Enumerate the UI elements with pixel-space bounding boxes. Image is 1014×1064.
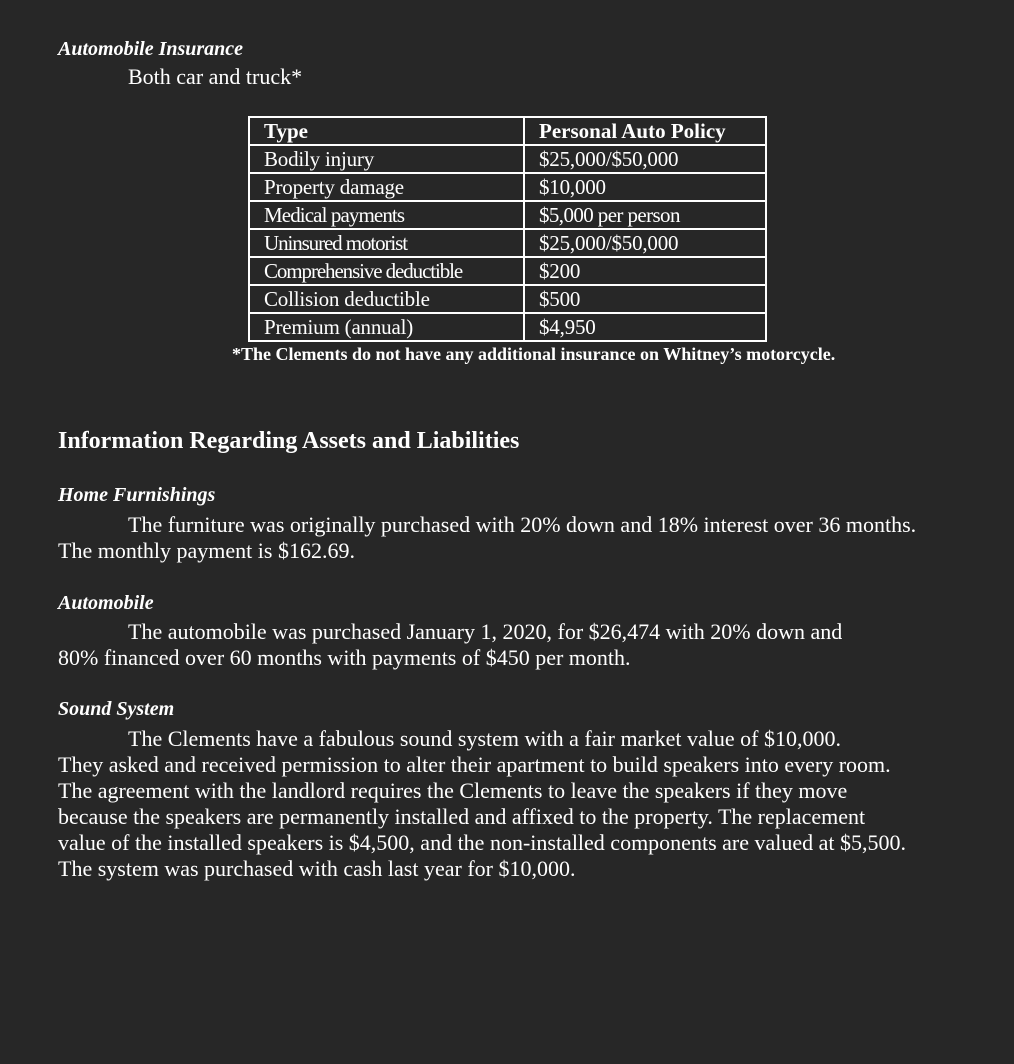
assets-heading: Information Regarding Assets and Liabilities xyxy=(58,428,520,454)
table-row xyxy=(249,229,766,257)
row-type: Uninsured motorist xyxy=(249,229,524,257)
row-type: Collision deductible xyxy=(249,285,524,313)
header-type: Type xyxy=(249,117,524,145)
insurance-footnote: *The Clements do not have any additional insurance on Whitney’s motorcycle. xyxy=(232,344,836,364)
automobile-title: Automobile xyxy=(58,592,154,614)
paragraph-line: value of the installed speakers is $4,500, and the non-installed components are valued at $5,500. xyxy=(58,830,906,855)
table-header-row xyxy=(249,117,766,145)
row-type: Comprehensive deductible xyxy=(249,257,524,285)
paragraph-line: The system was purchased with cash last year for $10,000. xyxy=(58,856,576,881)
row-value: $4,950 xyxy=(524,313,766,341)
row-type: Premium (annual) xyxy=(249,313,524,341)
table-row xyxy=(249,285,766,313)
auto-insurance-title: Automobile Insurance xyxy=(58,38,244,60)
row-value: $25,000/$50,000 xyxy=(524,229,766,257)
paragraph-line: The Clements have a fabulous sound system with a fair market value of $10,000. xyxy=(128,726,841,751)
row-value: $10,000 xyxy=(524,173,766,201)
paragraph-line: because the speakers are permanently installed and affixed to the property. The replacement xyxy=(58,804,866,829)
table-row xyxy=(249,145,766,173)
paragraph-line: The automobile was purchased January 1, 2020, for $26,474 with 20% down and xyxy=(128,619,843,644)
insurance-table xyxy=(248,116,767,342)
paragraph-line: The monthly payment is $162.69. xyxy=(58,538,355,563)
paragraph-line: 80% financed over 60 months with payments of $450 per month. xyxy=(58,645,631,670)
row-value: $500 xyxy=(524,285,766,313)
auto-insurance-subtitle: Both car and truck* xyxy=(128,64,303,89)
row-type: Bodily injury xyxy=(249,145,524,173)
automobile-text xyxy=(58,619,988,671)
table-row xyxy=(249,313,766,341)
home-furnishings-text xyxy=(58,512,988,564)
paragraph-line: The agreement with the landlord requires the Clements to leave the speakers if they move xyxy=(58,778,848,803)
sound-system-text xyxy=(58,726,988,882)
row-value: $200 xyxy=(524,257,766,285)
home-furnishings-title: Home Furnishings xyxy=(58,484,216,506)
table-row xyxy=(249,257,766,285)
row-type: Property damage xyxy=(249,173,524,201)
table-row xyxy=(249,173,766,201)
paragraph-line: The furniture was originally purchased with 20% down and 18% interest over 36 months. xyxy=(128,512,917,537)
row-value: $25,000/$50,000 xyxy=(524,145,766,173)
sound-system-title: Sound System xyxy=(58,698,175,720)
row-value: $5,000 per person xyxy=(524,201,766,229)
paragraph-line: They asked and received permission to alter their apartment to build speakers into every room. xyxy=(58,752,891,777)
row-type: Medical payments xyxy=(249,201,524,229)
header-policy: Personal Auto Policy xyxy=(524,117,766,145)
table-row xyxy=(249,201,766,229)
